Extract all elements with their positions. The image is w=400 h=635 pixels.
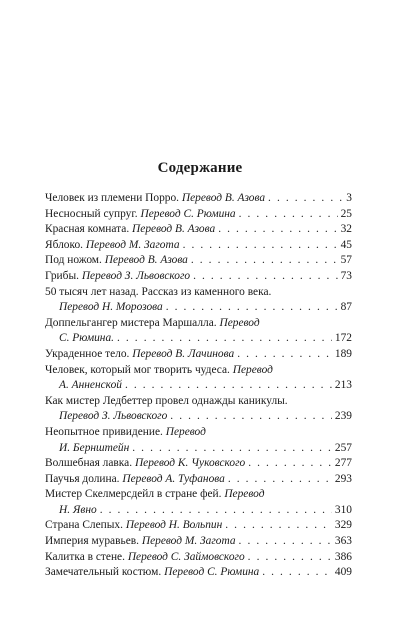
toc-line [45, 285, 352, 301]
toc-entry [45, 394, 352, 425]
story-title: Мистер Скелмерсдейл в стране фей. [45, 488, 222, 501]
translator: Перевод К. Чуковского [134, 457, 246, 470]
story-title: Несносный супруг. [45, 207, 138, 220]
toc-line [45, 316, 352, 332]
page-number: 213 [334, 379, 352, 392]
story-title: Волшебная лавка. [45, 457, 133, 470]
page-number: 57 [340, 254, 352, 267]
story-title: Калитка в стене. [45, 550, 125, 563]
page-number: 87 [340, 301, 352, 314]
story-title: Человек, который мог творить чудеса. [45, 363, 230, 376]
toc-line [45, 441, 352, 457]
toc-line [45, 269, 352, 285]
translator: Перевод Н. Вольпин [125, 519, 223, 532]
page-number: 363 [334, 535, 352, 548]
page-number: 329 [334, 519, 352, 532]
toc-entry [45, 238, 352, 254]
story-title: Под ножом. [45, 254, 102, 267]
story-title: Как мистер Ледбеттер провел однажды каникулы. [45, 394, 288, 407]
toc-line [45, 363, 352, 379]
story-title: Замечательный костюм. [45, 566, 162, 579]
page-number: 386 [334, 550, 352, 563]
dot-leader [193, 269, 337, 285]
dot-leader [117, 331, 332, 347]
toc-line [45, 565, 352, 581]
page-number: 3 [346, 192, 352, 204]
toc-entry [45, 285, 352, 316]
toc-entry [45, 487, 352, 518]
toc-line [45, 456, 352, 472]
toc-line [45, 207, 352, 223]
translator: Перевод З. Львовского [59, 410, 168, 423]
toc-line [45, 238, 352, 254]
dot-leader [239, 207, 338, 223]
story-title: Доппельгангер мистера Маршалла. [45, 316, 217, 329]
page-number: 25 [340, 207, 352, 220]
story-title: Неопытное привидение. [45, 425, 163, 438]
translator: Перевод [219, 316, 260, 329]
translator: Перевод М. Загота [85, 238, 180, 251]
dot-leader [218, 222, 337, 238]
toc-line [45, 518, 352, 534]
toc-entry [45, 456, 352, 472]
toc-line [45, 472, 352, 488]
dot-leader [268, 191, 343, 207]
page-number: 277 [334, 457, 352, 470]
dot-leader [100, 503, 332, 519]
toc-entry [45, 518, 352, 534]
page-number: 172 [334, 332, 352, 345]
toc-entry [45, 550, 352, 566]
toc-entry [45, 253, 352, 269]
dot-leader [191, 253, 338, 269]
toc-line [45, 253, 352, 269]
toc-line [45, 503, 352, 519]
story-title: Грибы. [45, 269, 79, 282]
toc-entry [45, 472, 352, 488]
translator: Перевод З. Львовского [81, 269, 191, 282]
translator: Перевод В. Азова [181, 192, 266, 204]
story-title: 50 тысяч лет назад. Рассказ из каменного века. [45, 285, 272, 298]
toc-entry [45, 207, 352, 223]
toc-line [45, 534, 352, 550]
story-title: Яблоко. [45, 238, 83, 251]
toc-line [45, 331, 352, 347]
toc-entry [45, 269, 352, 285]
translator: Перевод В. Азова [132, 223, 216, 236]
toc-line [45, 487, 352, 503]
page-number: 73 [340, 269, 352, 282]
story-title: Украденное тело. [45, 347, 130, 360]
page-number: 239 [334, 410, 352, 423]
story-title: Паучья долина. [45, 472, 120, 485]
dot-leader [237, 347, 332, 363]
story-title: Человек из племени Порро. [45, 192, 180, 204]
toc-line [45, 409, 352, 425]
page-title: Содержание [157, 160, 243, 176]
toc-line [45, 347, 352, 363]
page-number: 45 [340, 238, 352, 251]
translator: Перевод [224, 488, 265, 501]
dot-leader [228, 472, 332, 488]
dot-leader [183, 238, 338, 254]
toc-line [45, 550, 352, 566]
translator: Перевод А. Туфанова [122, 472, 225, 485]
page-number: 257 [334, 441, 352, 454]
dot-leader [170, 409, 332, 425]
page-number: 293 [334, 472, 352, 485]
translator: С. Рюмина. [59, 332, 115, 345]
translator: Перевод Н. Морозова [59, 301, 163, 314]
toc-entry [45, 565, 352, 581]
toc-line [45, 300, 352, 316]
translator: Перевод С. Рюмина [140, 207, 236, 220]
toc-entry [45, 347, 352, 363]
table-of-contents [45, 191, 352, 581]
translator: И. Бернштейн [59, 441, 130, 454]
page-number: 32 [340, 223, 352, 236]
translator: А. Анненской [59, 379, 122, 392]
translator: Перевод [232, 363, 273, 376]
page-number: 310 [334, 503, 352, 516]
dot-leader [248, 456, 332, 472]
story-title: Страна Слепых. [45, 519, 123, 532]
translator: Перевод С. Займовского [127, 550, 245, 563]
toc-entry [45, 534, 352, 550]
story-title: Империя муравьев. [45, 535, 139, 548]
dot-leader [125, 378, 332, 394]
dot-leader [262, 565, 332, 581]
toc-line [45, 425, 352, 441]
story-title: Красная комната. [45, 223, 130, 236]
toc-entry [45, 222, 352, 238]
translator: Перевод [165, 425, 206, 438]
translator: Перевод В. Азова [104, 254, 188, 267]
dot-leader [248, 550, 332, 566]
translator: Перевод М. Загота [141, 535, 236, 548]
toc-line [45, 378, 352, 394]
toc-line [45, 222, 352, 238]
toc-line [45, 394, 352, 410]
toc-line [45, 191, 352, 207]
dot-leader [132, 441, 332, 457]
page-number: 409 [334, 566, 352, 579]
translator: Перевод В. Лачинова [132, 347, 235, 360]
toc-entry [45, 191, 352, 207]
dot-leader [225, 518, 332, 534]
toc-entry [45, 316, 352, 347]
page-number: 189 [334, 347, 352, 360]
translator: Перевод С. Рюмина [164, 566, 260, 579]
toc-entry [45, 363, 352, 394]
dot-leader [166, 300, 338, 316]
dot-leader [239, 534, 332, 550]
toc-entry [45, 425, 352, 456]
translator: Н. Явно [59, 503, 97, 516]
